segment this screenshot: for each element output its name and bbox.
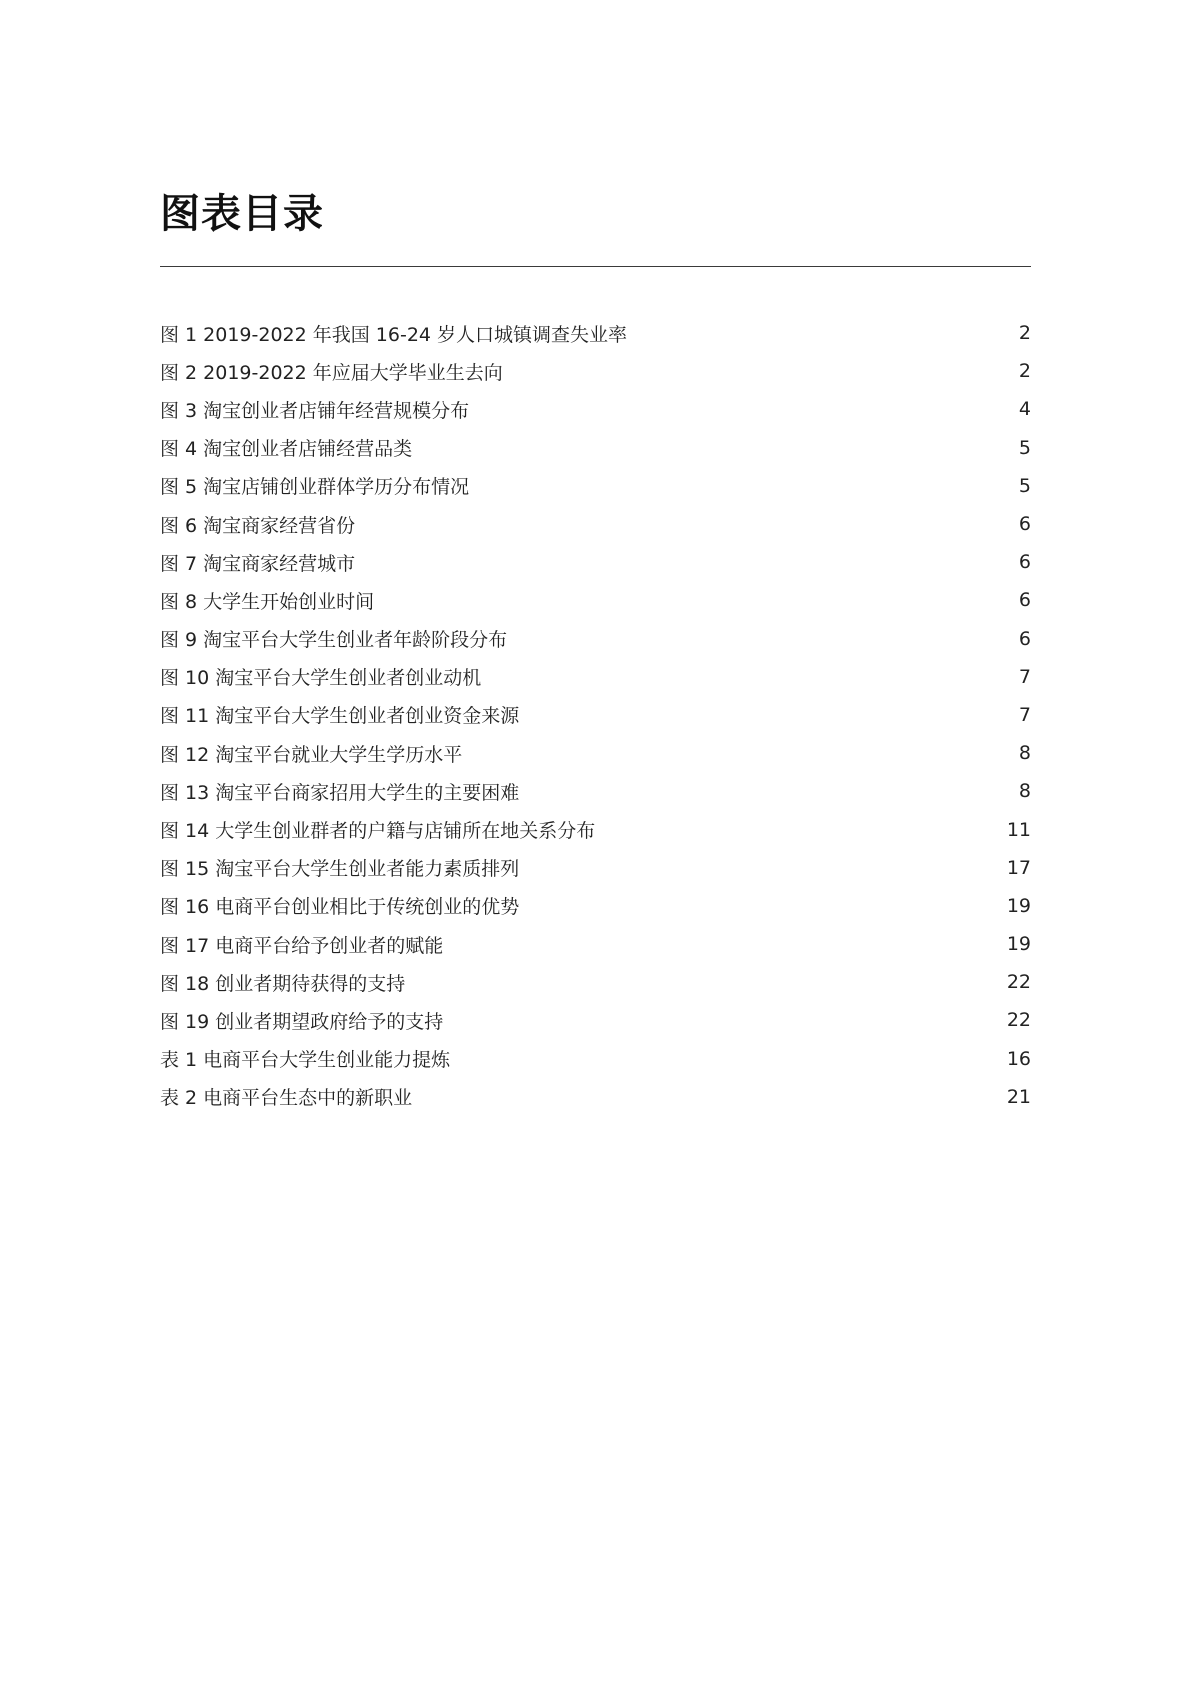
toc-entry-page: 8 — [1018, 742, 1031, 765]
toc-entry[interactable] — [160, 887, 1031, 925]
toc-entry-page: 19 — [1006, 894, 1031, 917]
toc-entry[interactable] — [160, 390, 1031, 428]
toc-entry[interactable] — [160, 543, 1031, 581]
toc-entry-label: 表 2 电商平台生态中的新职业 — [160, 1087, 413, 1110]
toc-entry-page: 5 — [1018, 474, 1031, 497]
toc-entry[interactable] — [160, 1078, 1031, 1116]
toc-entry[interactable] — [160, 849, 1031, 887]
toc-entry[interactable] — [160, 772, 1031, 810]
toc-entry-page: 11 — [1006, 818, 1031, 841]
toc-entry-page: 19 — [1006, 933, 1031, 956]
page-title: 图表目录 — [160, 191, 324, 237]
toc-entry-label: 图 18 创业者期待获得的支持 — [160, 972, 406, 995]
toc-entry-label: 图 7 淘宝商家经营城市 — [160, 552, 356, 575]
toc-entry-page: 17 — [1006, 856, 1031, 879]
toc-entry[interactable] — [160, 696, 1031, 734]
toc-entry-label: 图 12 淘宝平台就业大学生学历水平 — [160, 743, 463, 766]
toc-entry-page: 7 — [1018, 665, 1031, 688]
toc-entry-page: 5 — [1018, 436, 1031, 459]
toc-entry-page: 8 — [1018, 780, 1031, 803]
toc-entry-label: 图 1 2019-2022 年我国 16-24 岁人口城镇调查失业率 — [160, 323, 628, 346]
toc-entry-page: 22 — [1006, 971, 1031, 994]
toc-entry-label: 图 13 淘宝平台商家招用大学生的主要困难 — [160, 781, 520, 804]
toc-entry-page: 6 — [1018, 551, 1031, 574]
toc-entry-page: 7 — [1018, 703, 1031, 726]
toc-entry-label: 图 8 大学生开始创业时间 — [160, 590, 375, 613]
toc-entry-label: 图 17 电商平台给予创业者的赋能 — [160, 934, 444, 957]
toc-entry[interactable] — [160, 429, 1031, 467]
toc-entry-label: 图 16 电商平台创业相比于传统创业的优势 — [160, 896, 520, 919]
toc-list — [160, 314, 1031, 1116]
toc-entry-label: 图 3 淘宝创业者店铺年经营规模分布 — [160, 399, 470, 422]
toc-entry-label: 图 14 大学生创业群者的户籍与店铺所在地关系分布 — [160, 820, 596, 843]
toc-entry[interactable] — [160, 734, 1031, 772]
title-divider — [160, 266, 1031, 267]
toc-entry-page: 6 — [1018, 513, 1031, 536]
toc-entry-page: 4 — [1018, 398, 1031, 421]
toc-entry[interactable] — [160, 1001, 1031, 1039]
toc-entry-label: 图 19 创业者期望政府给予的支持 — [160, 1010, 444, 1033]
toc-entry-label: 图 4 淘宝创业者店铺经营品类 — [160, 438, 413, 461]
toc-entry-page: 6 — [1018, 589, 1031, 612]
toc-entry-label: 图 15 淘宝平台大学生创业者能力素质排列 — [160, 858, 520, 881]
toc-entry-label: 图 11 淘宝平台大学生创业者创业资金来源 — [160, 705, 520, 728]
toc-entry-label: 图 6 淘宝商家经营省份 — [160, 514, 356, 537]
toc-entry-page: 2 — [1018, 322, 1031, 345]
toc-entry-label: 图 9 淘宝平台大学生创业者年龄阶段分布 — [160, 629, 508, 652]
toc-entry[interactable] — [160, 505, 1031, 543]
toc-entry-page: 21 — [1006, 1085, 1031, 1108]
toc-entry-page: 22 — [1006, 1009, 1031, 1032]
toc-entry[interactable] — [160, 925, 1031, 963]
toc-entry[interactable] — [160, 352, 1031, 390]
toc-entry[interactable] — [160, 581, 1031, 619]
toc-entry[interactable] — [160, 314, 1031, 352]
toc-entry-label: 图 10 淘宝平台大学生创业者创业动机 — [160, 667, 482, 690]
toc-entry-page: 2 — [1018, 360, 1031, 383]
toc-entry[interactable] — [160, 963, 1031, 1001]
toc-entry-label: 图 2 2019-2022 年应届大学毕业生去向 — [160, 361, 503, 384]
toc-entry[interactable] — [160, 658, 1031, 696]
toc-entry[interactable] — [160, 620, 1031, 658]
toc-entry-page: 16 — [1006, 1047, 1031, 1070]
toc-entry-label: 表 1 电商平台大学生创业能力提炼 — [160, 1049, 451, 1072]
toc-entry[interactable] — [160, 810, 1031, 848]
toc-entry-label: 图 5 淘宝店铺创业群体学历分布情况 — [160, 476, 470, 499]
toc-entry-page: 6 — [1018, 627, 1031, 650]
toc-entry[interactable] — [160, 1040, 1031, 1078]
toc-entry[interactable] — [160, 467, 1031, 505]
